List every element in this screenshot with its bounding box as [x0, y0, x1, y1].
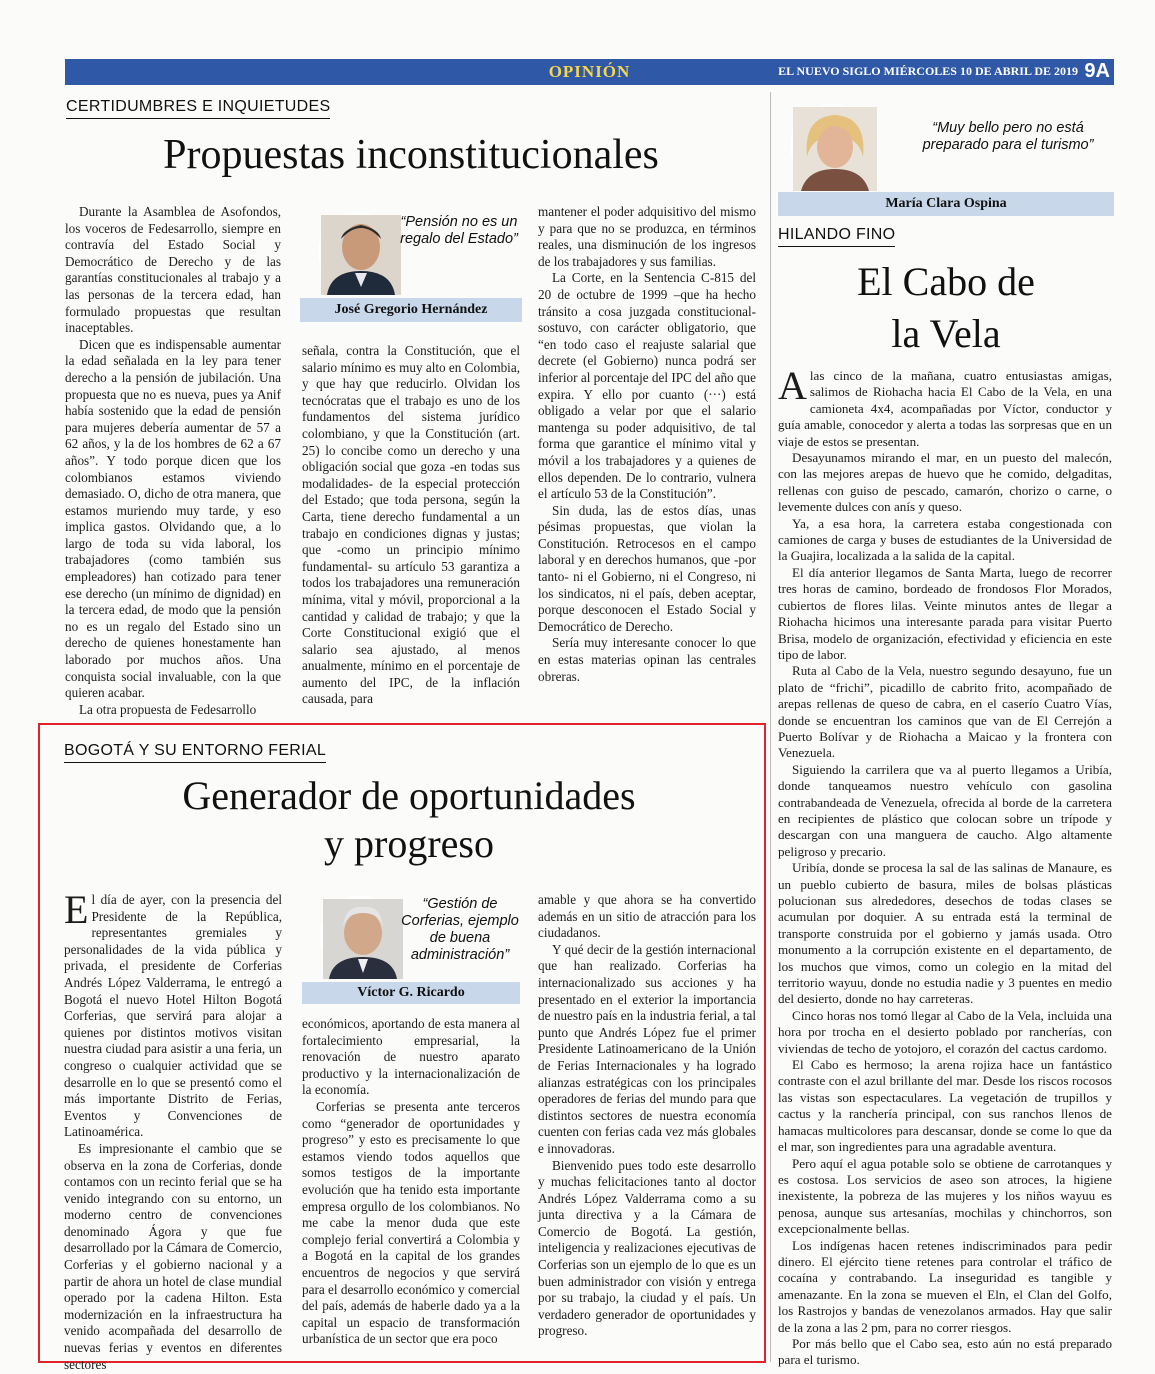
article2-title — [64, 772, 754, 868]
paragraph: El día anterior llegamos de Santa Marta, luego de recorrer tres horas de camino, bordeado de frondosos Flor Morados, cubiertos de flores lilas. Veinte minutos antes de llegar a Riohacha hicimos una interesante parada para visitar Puerto Brisa, modelo de organización, efectividad y eficiencia en este tipo de labor. — [778, 564, 1112, 662]
article1-title: Propuestas inconstitucionales — [163, 132, 659, 178]
article2-column-1 — [64, 887, 282, 1372]
paragraph: Pero aquí el agua potable solo se obtiene de carrotanques y es costosa. Los servicios de aseo son atroces, la higiene inexistente, la pobreza de las mujeres y los niños wayuu es penosa, aunque sus artesanías, mochilas y chinchorros, son excepcionalmente bellas. — [778, 1155, 1112, 1237]
article1-column-1 — [65, 204, 281, 717]
paragraph: Sin duda, las de estos días, unas pésimas propuestas, que violan la Constitución. Retrocesos en el campo laboral y en derechos humanos, que -por tanto- ni el Gobierno, ni el Congreso, ni los sindicatos, ni el país, deben aceptar, porque desconocen el Estado Social y Democrático de Derecho. — [538, 502, 756, 634]
article3-pull-quote: “Muy bello pero no está preparado para el turismo” — [922, 120, 1094, 153]
article2-column-2 — [302, 1016, 520, 1354]
paragraph: Uribía, donde se procesa la sal de las salinas de Manaure, es un pueblo cubierto de basura, miles de bolsas plásticas polucionan sus alrededores, desechos de todas clases se acumulan por doquier. A su entrada está la terminal de transporte construida por el gobierno y jamás usada. Otro monumento a la corrupción existente en el departamento, de los muchos que vimos, como un colegio en la mitad del territorio wayuu, donde no estudia nadie y 3 puentes en medio del desierto, donde no hay carreteras. — [778, 860, 1112, 1007]
section-header-band — [65, 59, 1114, 85]
paragraph: Es impresionante el cambio que se observa en la zona de Corferias, donde contamos con un recinto ferial que se ha venido integrando con su entorno, un moderno centro de convenciones denominado Ágora y que fue desarrollado por la Cámara de Comercio, Corferias y el gobierno nacional y a partir de ahora un hotel de clase mundial operado por la cadena Hilton. Esta modernización en la infraestructura ha venido acompañada del desarrollo de nuevas ferias y eventos en diferentes sectores — [64, 1140, 282, 1372]
author-portrait-photo — [790, 104, 874, 188]
paragraph: amable y que ahora se ha convertido además en un sitio de atracción para los ciudadanos. — [538, 892, 756, 941]
paragraph: El Cabo es hermoso; la arena rojiza hace un fantástico contraste con el azul brillante del mar. Desde los riscos rocosos las vistas son espectaculares. La vegetación de trupillos y cactus y la ranchería principal, con sus ranchos llenos de hamacas multicolores para descansar, donde se come lo que da el mar, son ingredientes para una agradable aventura. — [778, 1057, 1112, 1155]
author-portrait-photo — [318, 212, 398, 292]
article3-body — [778, 363, 1112, 1368]
page-number: 9A — [1084, 60, 1110, 82]
paragraph: Sería muy interesante conocer lo que en estas materias opinan las centrales obreras. — [538, 635, 756, 684]
paragraph: Dicen que es indispensable aumentar la edad señalada en la ley para tener derecho a la pensión de jubilación. Una propuesta que no es nueva, pues ya Anif había sostenido que la edad de pensión para mujeres debería aumentar de 57 a 62 años, y la de los hombres de 62 a 67 años”. Y todo porque dicen que los colombianos estamos viviendo demasiado. O, dicho de otra manera, que estamos muriendo muy tarde, y eso implica gastos. Olvidando que, a lo largo de toda su vida laboral, los trabajadores (como también sus empleadores) han cotizado para tener ese derecho (un mínimo de dignidad) en la tercera edad, de modo que la pensión no es un regalo del Estado sino un derecho de quienes honestamente han laborado por muchos años. Una conquista social invaluable, con la que quieren acabar. — [65, 336, 281, 701]
paragraph: La Corte, en la Sentencia C-815 del 20 de octubre de 1999 –que ha hecho tránsito a cosa juzgada constitucional- sostuvo, con carácter obligatorio, que “en todo caso el reajuste salarial que decrete (el Gobierno) nunca podrá ser inferior al porcentaje del IPC del año que expira. Y ello por cuanto (···) está obligado a velar por que el salario mantenga su poder adquisitivo, de tal forma que garantice el mínimo vital y móvil a los trabajadores y a quienes de ellos dependen. De lo contrario, vulnera el artículo 53 de la Constitución”. — [538, 270, 756, 502]
paragraph: mantener el poder adquisitivo del mismo y para que no se produzca, en términos reales, una disminución de los ingresos de los trabajadores y sus familias. — [538, 204, 756, 269]
paragraph: Por más bello que el Cabo sea, esto aún no está preparado para el turismo. — [778, 1335, 1112, 1368]
paragraph: Cinco horas nos tomó llegar al Cabo de la Vela, incluida una hora por trocha en el desierto poblado por rancherías, con viviendas de techo de yotojoro, el corazón del cactus cardomo. — [778, 1007, 1112, 1056]
article1-kicker: CERTIDUMBRES E INQUIETUDES — [66, 98, 330, 119]
article1-author-box — [300, 204, 522, 322]
paragraph: Siguiendo la carrilera que va al puerto llegamos a Uribía, donde tanqueamos nuestro vehículo con gasolina contrabandeada de Venezuela, ofrecida al borde de la carretera en recipientes de plástico que colocan sobre un trípode y descargan con una manguera de caucho. Algo altamente peligroso y precario. — [778, 761, 1112, 859]
paragraph: Desayunamos mirando el mar, en un puesto del malecón, con las mejores arepas de huevo que he comido, delgaditas, rellenas con guiso de pescado, camarón, chorizo o carne, o levemente dulces con anís y queso. — [778, 450, 1112, 515]
article3-title-line1: El Cabo de — [857, 259, 1035, 304]
article1-author: José Gregorio Hernández — [300, 298, 522, 322]
paragraph: Bienvenido pues todo este desarrollo y muchas felicitaciones tanto al doctor Andrés López Valderrama como a su junta directiva y a la Cámara de Comercio de Bogotá. La gestión, inteligencia y realizaciones ejecutivas de Corferias son un ejemplo de lo que es un buen administrador con visión y entrega por su trabajo, la ciudad y el país. Un verdadero generador de oportunidades y progreso. — [538, 1157, 756, 1339]
article1-column-3 — [538, 204, 756, 714]
paragraph: económicos, aportando de esta manera al fortalecimiento empresarial, la renovación de nuestro aparato productivo y la internacionalización de la economía. — [302, 1016, 520, 1098]
paper-date: EL NUEVO SIGLO MIÉRCOLES 10 DE ABRIL DE 2019 — [778, 64, 1078, 78]
paragraph: Y qué decir de la gestión internacional que han realizado. Corferias ha internacionalizado sus acciones y ha presentado en el exterior la importancia de nuestro país en la industria ferial, a tal punto que Andrés López fue el primer Presidente Latinoamericano de la Unión de Ferias Internacionales y ha logrado alianzas estratégicas con los principales operadores de ferias del mundo para que distintos sectores de nuestra economía cuenten con ferias cada vez más globales e innovadoras. — [538, 941, 756, 1156]
article3-title-line2: la Vela — [891, 311, 1001, 356]
article3-kicker: HILANDO FINO — [778, 226, 895, 247]
article2-pull-quote: “Gestión de Corferias, ejemplo de buena administración” — [401, 896, 519, 963]
section-name: OPINIÓN — [548, 62, 631, 81]
paragraph: Ruta al Cabo de la Vela, nuestro segundo desayuno, fue un plato de “frichi”, picadillo de cabrito frito, acompañado de arepas rellenas de queso de cabra, en el caserío Cuatro Vías, donde se encuentran los caminos que van de El Cerrejón a Puerto Bolívar y de Riohacha a Maicao y la frontera con Venezuela. — [778, 663, 1112, 761]
paragraph: Durante la Asamblea de Asofondos, los voceros de Fedesarrollo, siempre en contravía del Estado Social y Democrático de Derecho y de las garantías constitucionales al trabajo y a las personas de la tercera edad, han formulado propuestas que resultan inaceptables. — [65, 204, 281, 336]
article3-title — [778, 256, 1114, 360]
paragraph: Corferias se presenta ante terceros como “generador de oportunidades y progreso” y esto es precisamente lo que estamos viendo todos aquellos que somos testigos de la importante evolución que ha tenido esta importante empresa orgullo de los colombianos. No me cabe la menor duda que este complejo ferial convertirá a Colombia y a Bogotá en la capital de los grandes encuentros de negocios y que servirá para el desarrollo económico y comercial del país, además de haberle dado ya a la capital un espacio de transformación urbanística de un sector que era poco — [302, 1098, 520, 1347]
article1-column-2 — [302, 343, 520, 713]
paragraph: La otra propuesta de Fedesarrollo — [79, 701, 257, 717]
article2-title-line2: y progreso — [324, 821, 494, 866]
paragraph: El día de ayer, con la presencia del Presidente de la República, representantes gremiales y personalidades de la vida pública y privada, el presidente de Corferias Andrés López Valderrama, le entregó a Bogotá el nuevo Hotel Hilton Bogotá Corferias, que servirá para alojar a quienes por distintos motivos visitan nuestra ciudad para asistir a una feria, un congreso o cualquier actividad que se desarrolle en lo que se presentó como el más importante Distrito de Ferias, Eventos y Convenciones de Latinoamérica. — [64, 887, 282, 1140]
column-divider — [770, 92, 771, 1362]
article2-kicker: BOGOTÁ Y SU ENTORNO FERIAL — [64, 742, 326, 763]
article2-author-box — [302, 890, 520, 1008]
paragraph: Ya, a esa hora, la carretera estaba congestionada con camiones de carga y buses de estudiantes de la Universidad de la Guajira, localizada a la salida de la capital. — [778, 515, 1112, 564]
article2-column-3 — [538, 892, 756, 1354]
author-portrait-photo — [320, 896, 400, 976]
paragraph: señala, contra la Constitución, que el salario mínimo es muy alto en Colombia, y que hay que reducirlo. Olvidan los tecnócratas que el trabajo es uno de los fundamentos del sistema jurídico colombiano, y que la Constitución (art. 25) lo concibe como un derecho y una obligación social que goza -en todas sus modalidades- de la especial protección del Estado; que toda persona, según la Carta, tiene derecho fundamental a un trabajo en condiciones dignas y justas; que -como un principio mínimo fundamental- su artículo 53 garantiza a todos los trabajadores una remuneración mínima, vital y móvil, proporcional a la cantidad y calidad de trabajo; y que la Corte Constitucional exigió que el salario sea ajustado, al menos anualmente, mínimo en el porcentaje de aumento del IPC, de la inflación causada, para — [302, 343, 520, 707]
article1-pull-quote: “Pensión no es un regalo del Estado” — [400, 214, 518, 247]
paragraph: Los indígenas hacen retenes indiscriminados para pedir dinero. El ejército tiene retenes para controlar el tráfico de cocaína y contrabando. La inseguridad es tangible y amenazante. En la zona se mueven el Eln, el Clan del Golfo, los Rastrojos y bandas de venezolanos armados. Hay que salir de la zona a las 2 pm, para no correr riesgos. — [778, 1237, 1112, 1335]
article2-title-line1: Generador de oportunidades — [182, 773, 636, 818]
article2-author: Víctor G. Ricardo — [302, 982, 520, 1004]
paragraph: Alas cinco de la mañana, cuatro entusiastas amigas, salimos de Riohacha hacia El Cabo de la Vela, en una camioneta 4x4, acompañadas por Víctor, conductor y guía amable, conocedor y alerta a todas las sorpresas que en un viaje de estos se presentan. — [778, 363, 1112, 449]
article3-author: María Clara Ospina — [778, 192, 1114, 216]
article3-author-box — [778, 96, 1114, 218]
